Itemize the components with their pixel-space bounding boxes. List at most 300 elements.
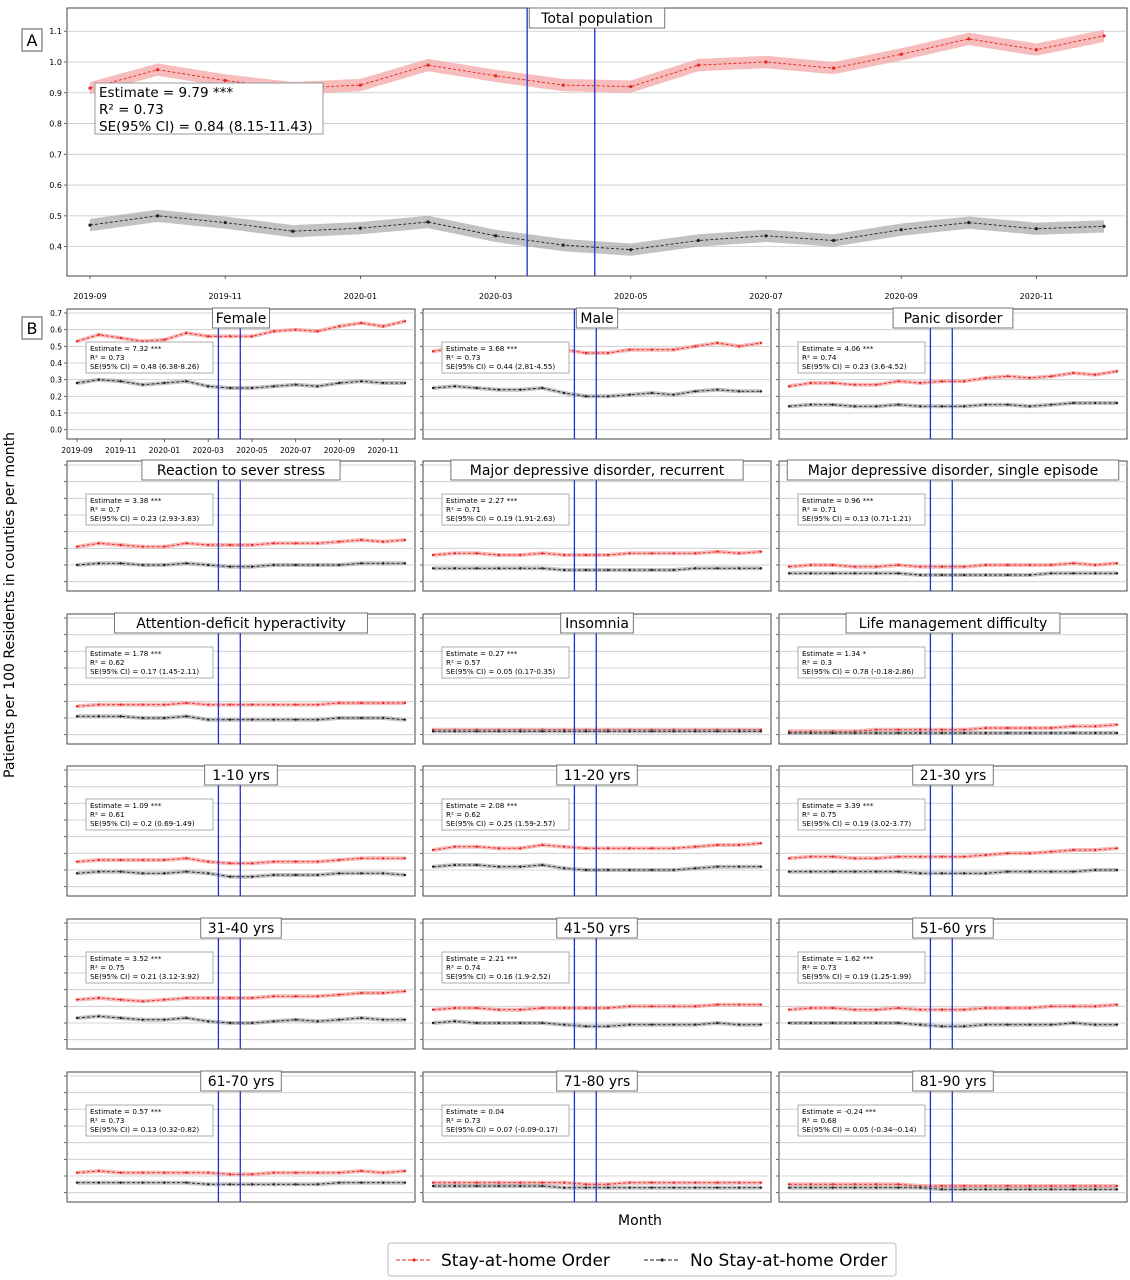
data-point xyxy=(1006,727,1008,729)
y-tick-label: 0.1 xyxy=(50,409,62,418)
data-point xyxy=(454,1185,456,1187)
y-tick-label: 0.7 xyxy=(49,150,62,160)
stats-line: R² = 0.61 xyxy=(90,810,125,819)
data-point xyxy=(432,1022,434,1024)
data-point xyxy=(76,998,78,1000)
data-point xyxy=(875,1022,877,1024)
chart-panel-total-population xyxy=(49,8,1127,301)
x-tick-label: 2020-03 xyxy=(478,292,513,301)
data-point xyxy=(294,703,296,705)
data-point xyxy=(454,552,456,554)
data-point xyxy=(294,1183,296,1185)
stats-line: Estimate = 9.79 *** xyxy=(99,85,234,101)
data-point xyxy=(607,730,609,732)
data-point xyxy=(738,730,740,732)
y-tick-label: 1.0 xyxy=(49,58,62,67)
data-point xyxy=(760,550,762,552)
data-point xyxy=(497,1181,499,1183)
data-point xyxy=(360,992,362,994)
data-point xyxy=(382,382,384,384)
chart-title: 41-50 yrs xyxy=(563,921,631,937)
data-point xyxy=(338,1171,340,1173)
data-point xyxy=(98,870,100,872)
data-point xyxy=(1072,849,1074,851)
data-point xyxy=(650,730,652,732)
stats-line: Estimate = 1.34 * xyxy=(802,649,867,658)
data-point xyxy=(629,730,631,732)
x-axis-label: Month xyxy=(618,1213,662,1229)
data-point xyxy=(476,567,478,569)
data-point xyxy=(900,228,903,231)
stats-line: Estimate = 3.68 *** xyxy=(446,344,518,353)
data-point xyxy=(563,730,565,732)
stats-line: SE(95% CI) = 0.07 (-0.09-0.17) xyxy=(446,1125,558,1134)
chart-title: Male xyxy=(580,311,614,327)
data-point xyxy=(163,545,165,547)
data-point xyxy=(1028,1007,1030,1009)
data-point xyxy=(76,705,78,707)
chart-panel-81-90-yrs xyxy=(776,1071,1127,1202)
chart-title: Major depressive disorder, single episode xyxy=(807,463,1099,479)
data-point xyxy=(229,1183,231,1185)
stats-line: Estimate = 2.27 *** xyxy=(446,496,518,505)
legend-marker-treated xyxy=(412,1258,415,1261)
data-point xyxy=(963,1008,965,1010)
data-point xyxy=(985,872,987,874)
data-point xyxy=(273,1171,275,1173)
data-point xyxy=(963,728,965,730)
data-point xyxy=(360,857,362,859)
stats-line: Estimate = 3.52 *** xyxy=(90,954,162,963)
data-point xyxy=(454,385,456,387)
data-point xyxy=(738,1181,740,1183)
data-point xyxy=(650,552,652,554)
data-point xyxy=(1094,564,1096,566)
data-point xyxy=(853,857,855,859)
data-point xyxy=(832,732,834,734)
data-point xyxy=(629,85,632,88)
data-point xyxy=(251,335,253,337)
data-point xyxy=(875,565,877,567)
data-point xyxy=(497,567,499,569)
data-point xyxy=(141,564,143,566)
data-point xyxy=(156,214,159,217)
data-point xyxy=(738,552,740,554)
data-point xyxy=(120,544,122,546)
data-point xyxy=(156,68,159,71)
stats-line: Estimate = 0.04 xyxy=(446,1107,505,1116)
data-point xyxy=(229,565,231,567)
data-point xyxy=(163,859,165,861)
data-point xyxy=(672,1186,674,1188)
data-point xyxy=(1072,562,1074,564)
data-point xyxy=(476,1007,478,1009)
data-point xyxy=(316,718,318,720)
data-point xyxy=(497,730,499,732)
data-point xyxy=(760,390,762,392)
data-point xyxy=(672,552,674,554)
stats-line: R² = 0.71 xyxy=(802,505,837,514)
data-point xyxy=(875,383,877,385)
data-point xyxy=(1094,1023,1096,1025)
data-point xyxy=(338,1018,340,1020)
data-point xyxy=(76,1181,78,1183)
x-tick-label: 2020-03 xyxy=(192,446,224,455)
data-point xyxy=(454,864,456,866)
data-point xyxy=(694,1023,696,1025)
data-point xyxy=(382,325,384,327)
data-point xyxy=(875,857,877,859)
data-point xyxy=(207,703,209,705)
data-point xyxy=(251,565,253,567)
data-point xyxy=(251,1173,253,1175)
data-point xyxy=(185,870,187,872)
data-point xyxy=(338,1181,340,1183)
data-point xyxy=(541,1181,543,1183)
data-point xyxy=(207,564,209,566)
data-point xyxy=(810,1007,812,1009)
data-point xyxy=(738,1186,740,1188)
data-point xyxy=(338,717,340,719)
data-point xyxy=(316,564,318,566)
data-point xyxy=(1072,1022,1074,1024)
data-point xyxy=(382,1171,384,1173)
x-tick-label: 2019-11 xyxy=(208,292,242,301)
data-point xyxy=(273,703,275,705)
data-point xyxy=(229,703,231,705)
y-tick-label: 0.0 xyxy=(50,425,62,435)
data-point xyxy=(941,565,943,567)
data-point xyxy=(810,855,812,857)
data-point xyxy=(967,37,970,40)
data-point xyxy=(585,869,587,871)
chart-title: 81-90 yrs xyxy=(919,1074,987,1090)
data-point xyxy=(563,392,565,394)
y-tick-label: 0.4 xyxy=(50,359,62,368)
data-point xyxy=(650,869,652,871)
data-point xyxy=(360,1170,362,1172)
stats-line: Estimate = 1.78 *** xyxy=(90,649,162,658)
data-point xyxy=(404,320,406,322)
data-point xyxy=(316,874,318,876)
data-point xyxy=(360,872,362,874)
stats-line: SE(95% CI) = 0.23 (2.93-3.83) xyxy=(90,514,200,523)
data-point xyxy=(338,325,340,327)
data-point xyxy=(764,60,767,63)
chart-panel-41-50-yrs xyxy=(420,918,771,1049)
data-point xyxy=(810,870,812,872)
data-point xyxy=(985,403,987,405)
data-point xyxy=(541,864,543,866)
data-point xyxy=(1116,1003,1118,1005)
data-point xyxy=(900,53,903,56)
data-point xyxy=(1028,1188,1030,1190)
data-point xyxy=(650,569,652,571)
data-point xyxy=(338,993,340,995)
data-point xyxy=(76,545,78,547)
data-point xyxy=(650,1005,652,1007)
data-point xyxy=(853,1186,855,1188)
data-point xyxy=(185,542,187,544)
data-point xyxy=(76,564,78,566)
data-point xyxy=(497,1022,499,1024)
data-point xyxy=(229,1022,231,1024)
data-point xyxy=(897,870,899,872)
data-point xyxy=(185,857,187,859)
data-point xyxy=(454,845,456,847)
data-point xyxy=(919,732,921,734)
data-point xyxy=(716,1186,718,1188)
data-point xyxy=(875,728,877,730)
chart-title: 21-30 yrs xyxy=(919,768,987,784)
data-point xyxy=(788,1008,790,1010)
data-point xyxy=(897,855,899,857)
x-tick-label: 2020-11 xyxy=(1019,292,1054,301)
data-point xyxy=(382,540,384,542)
data-point xyxy=(98,542,100,544)
data-point xyxy=(563,845,565,847)
data-point xyxy=(919,855,921,857)
data-point xyxy=(476,730,478,732)
data-point xyxy=(1072,725,1074,727)
data-point xyxy=(1050,850,1052,852)
data-point xyxy=(985,377,987,379)
data-point xyxy=(1035,48,1038,51)
stats-line: SE(95% CI) = 0.25 (1.59-2.57) xyxy=(446,819,556,828)
data-point xyxy=(963,380,965,382)
data-point xyxy=(426,63,429,66)
data-point xyxy=(985,1007,987,1009)
data-point xyxy=(229,1173,231,1175)
data-point xyxy=(629,393,631,395)
data-point xyxy=(1116,572,1118,574)
data-point xyxy=(1050,1023,1052,1025)
data-point xyxy=(316,330,318,332)
chart-title: 61-70 yrs xyxy=(207,1074,275,1090)
data-point xyxy=(229,718,231,720)
data-point xyxy=(760,842,762,844)
data-point xyxy=(185,380,187,382)
data-point xyxy=(985,732,987,734)
data-point xyxy=(941,574,943,576)
y-tick-label: 0.6 xyxy=(50,325,62,335)
data-point xyxy=(963,872,965,874)
data-point xyxy=(875,732,877,734)
data-point xyxy=(432,730,434,732)
data-point xyxy=(476,1181,478,1183)
data-point xyxy=(476,1185,478,1187)
data-point xyxy=(897,403,899,405)
chart-title: 11-20 yrs xyxy=(563,768,631,784)
stats-line: R² = 0.57 xyxy=(446,658,481,667)
data-point xyxy=(1028,727,1030,729)
data-point xyxy=(251,1022,253,1024)
data-point xyxy=(432,567,434,569)
data-point xyxy=(207,718,209,720)
data-point xyxy=(1028,732,1030,734)
data-point xyxy=(607,1183,609,1185)
data-point xyxy=(76,1171,78,1173)
data-point xyxy=(316,385,318,387)
stats-line: R² = 0.71 xyxy=(446,505,481,514)
data-point xyxy=(1006,1023,1008,1025)
data-point xyxy=(185,715,187,717)
data-point xyxy=(853,1008,855,1010)
data-point xyxy=(985,1023,987,1025)
data-point xyxy=(1116,370,1118,372)
data-point xyxy=(185,1171,187,1173)
data-point xyxy=(1072,1185,1074,1187)
data-point xyxy=(985,1188,987,1190)
data-point xyxy=(497,554,499,556)
ci-band-control xyxy=(433,729,761,733)
stats-line: SE(95% CI) = 0.21 (3.12-3.92) xyxy=(90,972,200,981)
y-tick-label: 0.5 xyxy=(49,211,62,221)
stats-line: Estimate = 1.09 *** xyxy=(90,801,162,810)
y-tick-label: 0.2 xyxy=(50,392,62,402)
data-point xyxy=(832,855,834,857)
data-point xyxy=(432,387,434,389)
data-point xyxy=(98,1015,100,1017)
data-point xyxy=(672,569,674,571)
data-point xyxy=(1050,1185,1052,1187)
data-point xyxy=(810,1022,812,1024)
x-tick-label: 2020-07 xyxy=(279,446,312,455)
data-point xyxy=(519,865,521,867)
data-point xyxy=(897,728,899,730)
stats-line: SE(95% CI) = 0.78 (-0.18-2.86) xyxy=(802,667,914,676)
data-point xyxy=(1050,375,1052,377)
data-point xyxy=(1050,572,1052,574)
data-point xyxy=(229,544,231,546)
data-point xyxy=(585,554,587,556)
data-point xyxy=(141,859,143,861)
data-point xyxy=(141,1171,143,1173)
data-point xyxy=(694,845,696,847)
chart-title: Reaction to sever stress xyxy=(156,463,326,479)
data-point xyxy=(1006,1188,1008,1190)
data-point xyxy=(476,387,478,389)
data-point xyxy=(291,230,294,233)
data-point xyxy=(454,1020,456,1022)
data-point xyxy=(810,403,812,405)
data-point xyxy=(563,554,565,556)
data-point xyxy=(1028,405,1030,407)
data-point xyxy=(404,1181,406,1183)
y-tick-label: 0.4 xyxy=(49,242,62,252)
data-point xyxy=(207,1183,209,1185)
data-point xyxy=(382,717,384,719)
data-point xyxy=(273,385,275,387)
data-point xyxy=(229,335,231,337)
data-point xyxy=(1116,1188,1118,1190)
data-point xyxy=(360,1181,362,1183)
data-point xyxy=(294,995,296,997)
data-point xyxy=(1050,870,1052,872)
legend-marker-control xyxy=(660,1258,663,1261)
chart-title: Panic disorder xyxy=(903,311,1003,327)
data-point xyxy=(941,732,943,734)
data-point xyxy=(738,1003,740,1005)
data-point xyxy=(897,1022,899,1024)
data-point xyxy=(494,234,497,237)
data-point xyxy=(541,552,543,554)
data-point xyxy=(919,1186,921,1188)
data-point xyxy=(810,564,812,566)
data-point xyxy=(832,1022,834,1024)
data-point xyxy=(360,717,362,719)
data-point xyxy=(1094,849,1096,851)
data-point xyxy=(541,730,543,732)
data-point xyxy=(141,1181,143,1183)
data-point xyxy=(919,382,921,384)
data-point xyxy=(1050,1188,1052,1190)
data-point xyxy=(163,703,165,705)
data-point xyxy=(853,1183,855,1185)
y-tick-label: 0.6 xyxy=(49,181,62,191)
data-point xyxy=(919,872,921,874)
data-point xyxy=(1116,1185,1118,1187)
data-point xyxy=(650,1023,652,1025)
data-point xyxy=(832,564,834,566)
chart-title: 31-40 yrs xyxy=(207,921,275,937)
data-point xyxy=(360,562,362,564)
data-point xyxy=(760,1023,762,1025)
data-point xyxy=(76,715,78,717)
data-point xyxy=(985,1185,987,1187)
data-point xyxy=(316,1171,318,1173)
chart-panel-life-management-difficulty xyxy=(776,613,1127,744)
data-point xyxy=(563,1023,565,1025)
data-point xyxy=(476,552,478,554)
data-point xyxy=(273,564,275,566)
stats-line: R² = 0.74 xyxy=(446,963,481,972)
stats-line: SE(95% CI) = 0.17 (1.45-2.11) xyxy=(90,667,200,676)
data-point xyxy=(185,702,187,704)
data-point xyxy=(404,562,406,564)
data-point xyxy=(541,1022,543,1024)
data-point xyxy=(919,1008,921,1010)
panel-a-letter: A xyxy=(26,31,38,50)
data-point xyxy=(519,847,521,849)
data-point xyxy=(875,572,877,574)
data-point xyxy=(788,857,790,859)
data-point xyxy=(832,67,835,70)
data-point xyxy=(454,1007,456,1009)
data-point xyxy=(853,565,855,567)
data-point xyxy=(454,730,456,732)
chart-panel-male xyxy=(420,308,771,439)
data-point xyxy=(1102,225,1105,228)
data-point xyxy=(1102,34,1105,37)
y-axis-label: Patients per 100 Residents in counties per month xyxy=(2,432,18,778)
stats-line: R² = 0.73 xyxy=(446,353,481,362)
panel-b-letter: B xyxy=(26,319,38,338)
data-point xyxy=(404,702,406,704)
panel-b-label xyxy=(22,317,42,339)
data-point xyxy=(788,385,790,387)
data-point xyxy=(694,730,696,732)
chart-title: Attention-deficit hyperactivity xyxy=(136,616,346,632)
x-tick-label: 2019-11 xyxy=(105,446,137,455)
data-point xyxy=(1035,227,1038,230)
data-point xyxy=(875,1008,877,1010)
stats-line: SE(95% CI) = 0.23 (3.6-4.52) xyxy=(802,362,907,371)
data-point xyxy=(207,544,209,546)
chart-panel-attention-deficit-hyperactivity xyxy=(64,613,415,744)
data-point xyxy=(76,1017,78,1019)
data-point xyxy=(185,562,187,564)
